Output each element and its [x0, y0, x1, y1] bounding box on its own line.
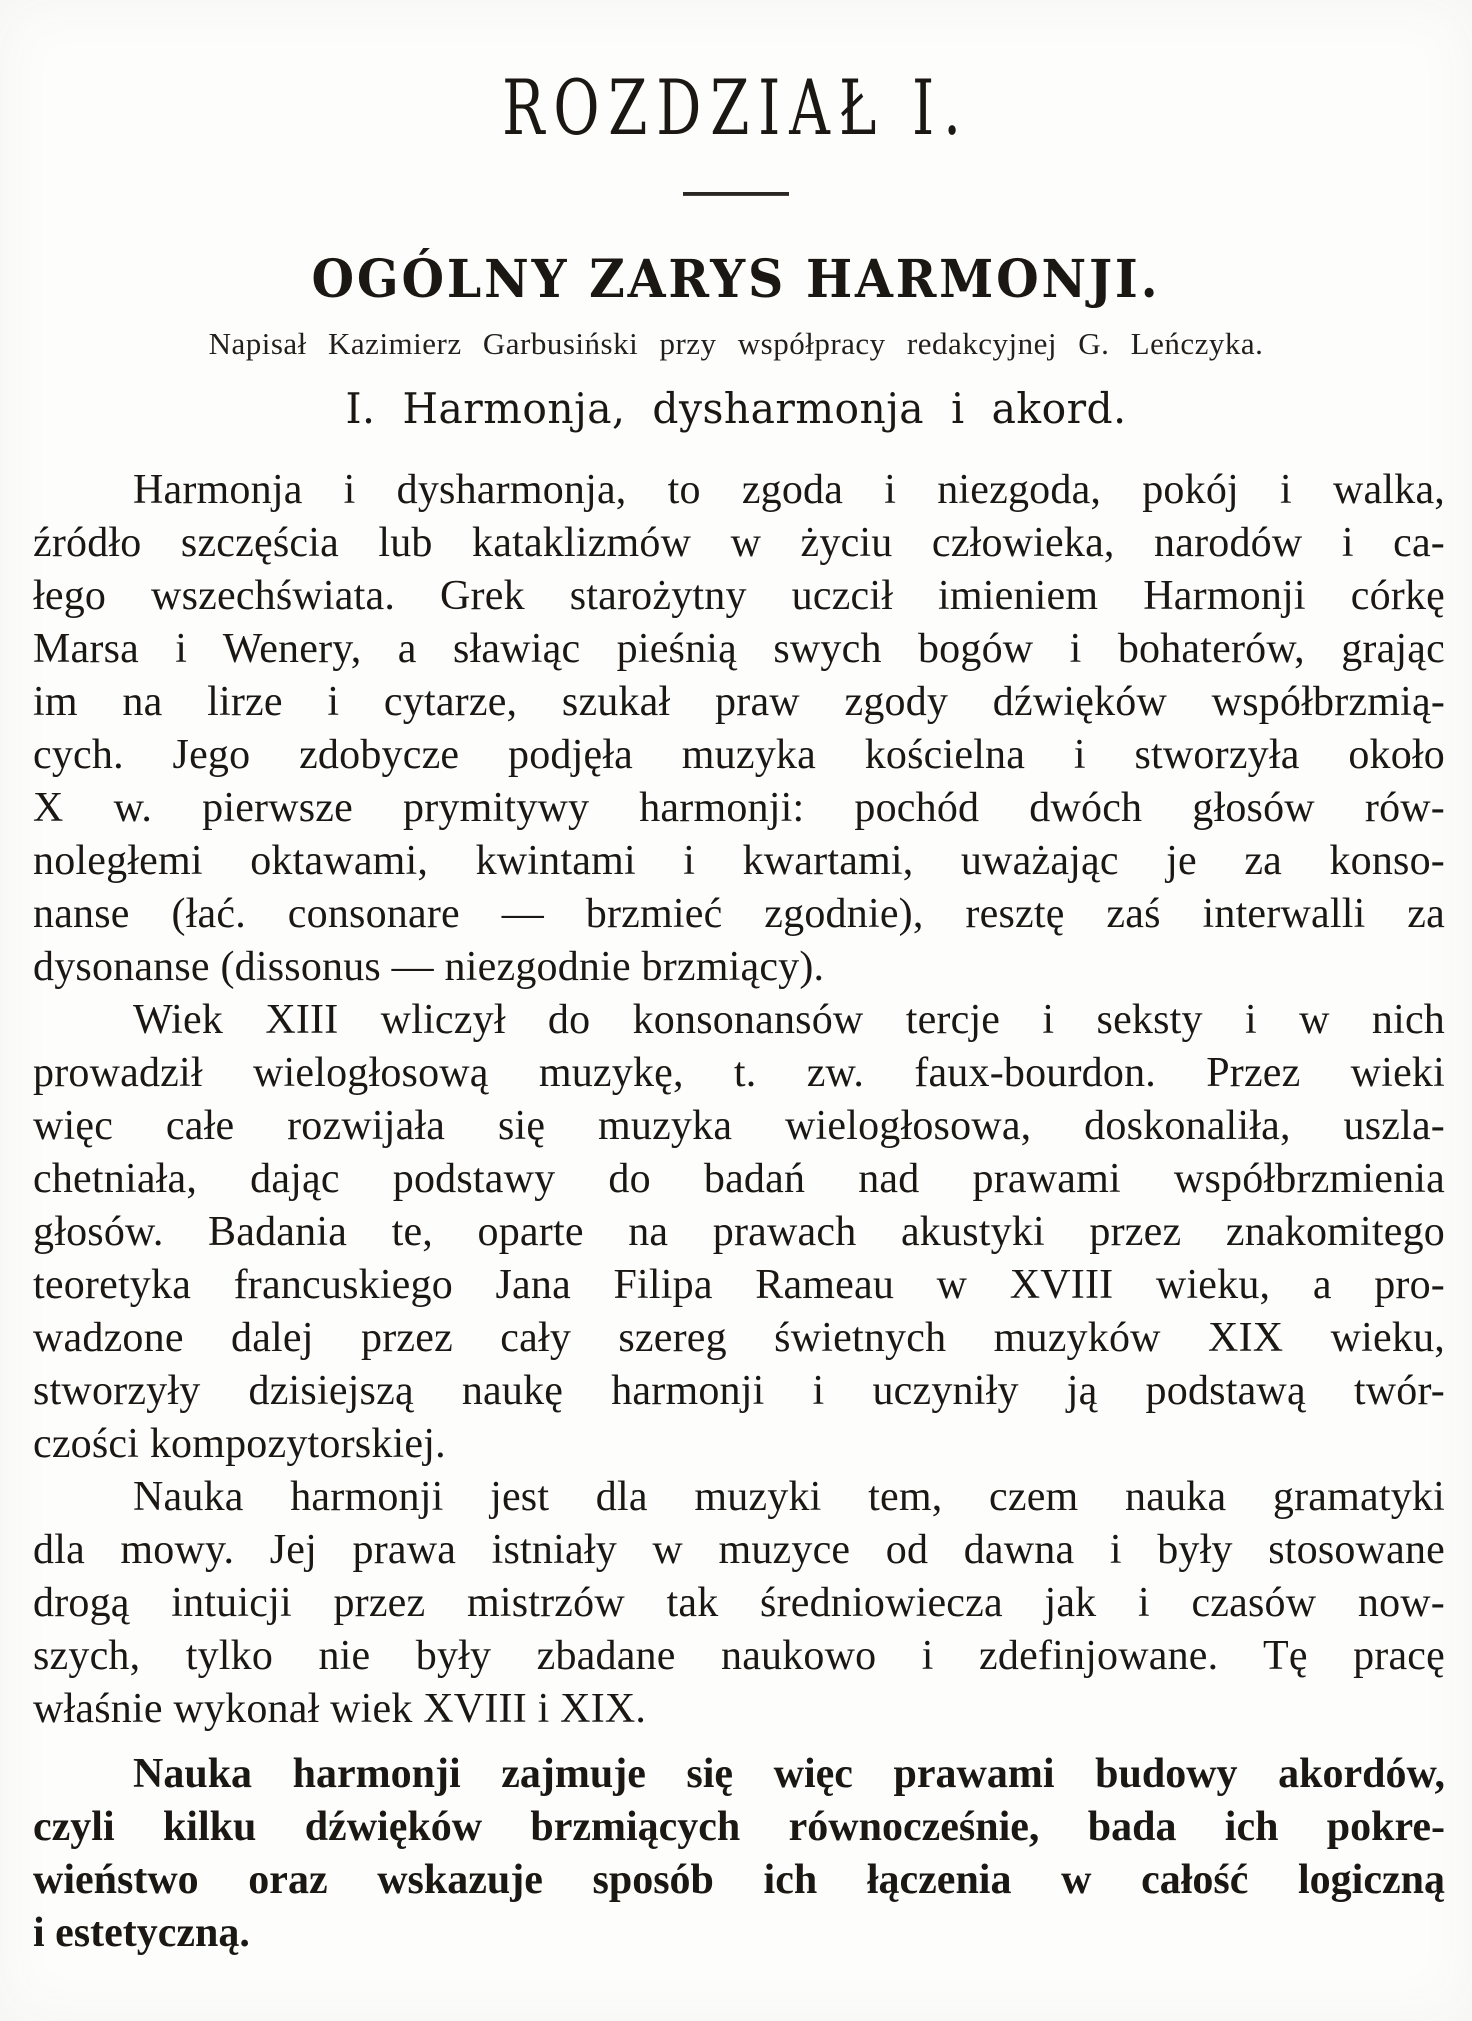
paragraph-1 — [33, 464, 1445, 994]
text-line: głosów. Badania te, oparte na prawach akustyki przez znakomitego — [33, 1208, 1445, 1255]
text-line: cych. Jego zdobycze podjęła muzyka kościelna i stworzyła około — [33, 731, 1445, 778]
section-title: OGÓLNY ZARYS HARMONJI. — [311, 249, 1161, 310]
text-line: dysonanse (dissonus — niezgodnie brzmiący). — [33, 943, 825, 990]
text-line: teoretyka francuskiego Jana Filipa Rameau w XVIII wieku, a pro- — [33, 1261, 1445, 1308]
text-line: X w. pierwsze prymitywy harmonji: pochód dwóch głosów rów- — [33, 784, 1445, 831]
text-line: właśnie wykonał wiek XVIII i XIX. — [33, 1685, 647, 1732]
text-line: noległemi oktawami, kwintami i kwartami, uważając je za konso- — [33, 837, 1445, 884]
paragraph-4 — [33, 1748, 1445, 1960]
text-line: czyli kilku dźwięków brzmiących równocześnie, bada ich pokre- — [33, 1803, 1445, 1850]
text-line: czości kompozytorskiej. — [33, 1420, 446, 1467]
text-line: drogą intuicji przez mistrzów tak średniowiecza jak i czasów now- — [33, 1579, 1445, 1626]
byline: Napisał Kazimierz Garbusiński przy współpracy redakcyjnej G. Leńczyka. — [208, 326, 1264, 361]
text-line: prowadził wielogłosową muzykę, t. zw. faux-bourdon. Przez wieki — [33, 1049, 1445, 1096]
text-line: łego wszechświata. Grek starożytny uczcił imieniem Harmonji córkę — [33, 572, 1445, 619]
chapter-title: ROZDZIAŁ I. — [502, 63, 970, 152]
paragraph-3 — [33, 1471, 1445, 1736]
text-line: źródło szczęścia lub kataklizmów w życiu człowieka, narodów i ca- — [33, 519, 1445, 566]
text-line: Marsa i Wenery, a sławiąc pieśnią swych bogów i bohaterów, grając — [33, 625, 1445, 672]
text-line: Harmonja i dysharmonja, to zgoda i niezgoda, pokój i walka, — [133, 466, 1445, 513]
text-line: więc całe rozwijała się muzyka wielogłosowa, doskonaliła, uszla- — [33, 1102, 1445, 1149]
paragraph-2 — [33, 994, 1445, 1471]
body-text — [0, 464, 1472, 1960]
text-line: chetniała, dając podstawy do badań nad prawami współbrzmienia — [33, 1155, 1445, 1202]
text-line: stworzyły dzisiejszą naukę harmonji i uczyniły ją podstawą twór- — [33, 1367, 1445, 1414]
text-line: szych, tylko nie były zbadane naukowo i zdefinjowane. Tę pracę — [33, 1632, 1445, 1679]
text-line: Nauka harmonji zajmuje się więc prawami budowy akordów, — [133, 1750, 1445, 1797]
text-line: nanse (łać. consonare — brzmieć zgodnie), resztę zaś interwalli za — [33, 890, 1445, 937]
text-line: Wiek XIII wliczył do konsonansów tercje i seksty i w nich — [133, 996, 1445, 1043]
text-line: im na lirze i cytarze, szukał praw zgody dźwięków współbrzmią- — [33, 678, 1445, 725]
divider-rule — [683, 192, 789, 196]
text-line: wieństwo oraz wskazuje sposób ich łączenia w całość logiczną — [33, 1856, 1445, 1903]
text-line: dla mowy. Jej prawa istniały w muzyce od dawna i były stosowane — [33, 1526, 1445, 1573]
text-line: i estetyczną. — [33, 1909, 250, 1956]
subsection-title: I. Harmonja, dysharmonja i akord. — [345, 383, 1127, 433]
text-line: wadzone dalej przez cały szereg świetnych muzyków XIX wieku, — [33, 1314, 1445, 1361]
text-line: Nauka harmonji jest dla muzyki tem, czem nauka gramatyki — [133, 1473, 1445, 1520]
